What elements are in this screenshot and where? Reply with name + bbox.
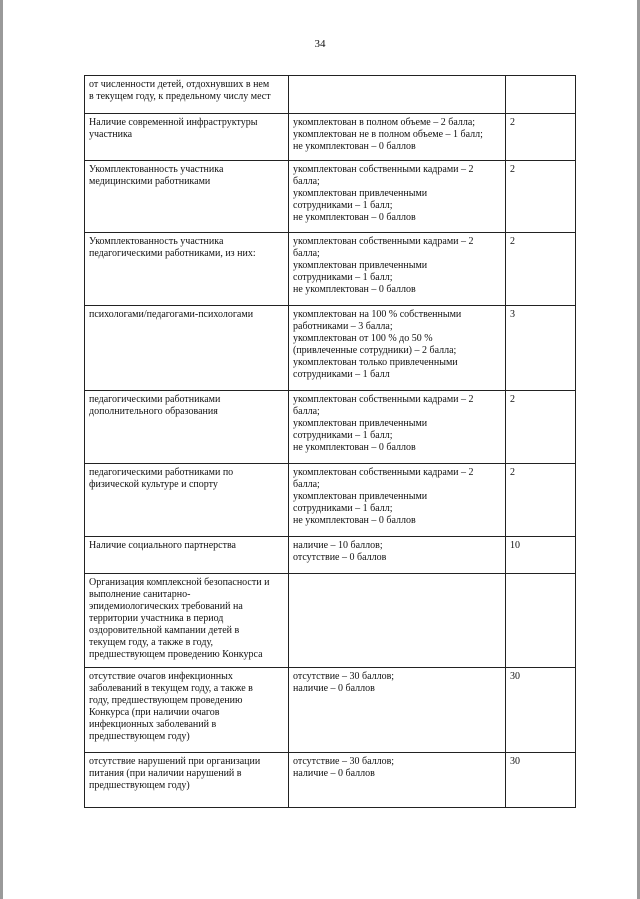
criterion-cell-line: оздоровительной кампании детей в	[89, 625, 240, 636]
scoring-cell-line: сотрудниками – 1 балл	[293, 369, 390, 380]
criterion-cell	[85, 668, 289, 753]
criterion-cell-line: эпидемиологических требований на	[89, 601, 243, 612]
scoring-cell-line: укомплектован в полном объеме – 2 балла;	[293, 117, 476, 128]
max-points-cell	[506, 464, 576, 537]
criterion-cell-line: Наличие социального партнерства	[89, 540, 236, 551]
scoring-cell-line: не укомплектован – 0 баллов	[293, 141, 416, 152]
scoring-cell	[289, 114, 506, 161]
criterion-cell	[85, 76, 289, 114]
criterion-cell-line: Укомплектованность участника	[89, 164, 224, 175]
criterion-cell	[85, 574, 289, 668]
scoring-cell	[289, 464, 506, 537]
criterion-cell-line: педагогическими работниками, из них:	[89, 248, 256, 259]
max-points-value: 2	[510, 394, 515, 405]
criterion-cell	[85, 233, 289, 306]
scoring-cell-line: укомплектован на 100 % собственными	[293, 309, 462, 320]
table-row	[85, 464, 576, 537]
page-number: 34	[314, 38, 326, 50]
scoring-cell	[289, 574, 506, 668]
criterion-cell-line: предшествующем году)	[89, 731, 190, 742]
scoring-cell-line: балла;	[293, 176, 320, 187]
scoring-cell-line: (привлеченные сотрудники) – 2 балла;	[293, 345, 457, 356]
criterion-cell-line: текущем году, а также в году,	[89, 637, 213, 648]
scoring-cell-line: отсутствие – 30 баллов;	[293, 756, 395, 767]
scoring-cell-line: балла;	[293, 406, 320, 417]
scoring-cell-line: не укомплектован – 0 баллов	[293, 212, 416, 223]
max-points-value: 3	[510, 309, 515, 320]
scoring-cell	[289, 233, 506, 306]
criterion-cell-line: Наличие современной инфраструктуры	[89, 117, 258, 128]
max-points-cell	[506, 233, 576, 306]
scoring-cell-line: сотрудниками – 1 балл;	[293, 272, 393, 283]
criterion-cell-line: питания (при наличии нарушений в	[89, 768, 242, 779]
scoring-cell-line: сотрудниками – 1 балл;	[293, 200, 393, 211]
criteria-table-body	[85, 76, 576, 808]
criterion-cell-line: участника	[89, 129, 133, 140]
scoring-cell	[289, 76, 506, 114]
scoring-cell-line: укомплектован привлеченными	[293, 260, 428, 271]
criteria-table	[84, 75, 576, 808]
criterion-cell-line: медицинскими работниками	[89, 176, 211, 187]
scoring-cell-line: не укомплектован – 0 баллов	[293, 442, 416, 453]
criterion-cell-line: психологами/педагогами-психологами	[89, 309, 254, 320]
table-row	[85, 233, 576, 306]
max-points-cell	[506, 391, 576, 464]
scoring-cell-line: укомплектован только привлеченными	[293, 357, 458, 368]
scoring-cell-line: укомплектован не в полном объеме – 1 балл;	[293, 129, 483, 140]
scoring-cell-line: укомплектован собственными кадрами – 2	[293, 467, 474, 478]
criterion-cell-line: предшествующем году)	[89, 780, 190, 791]
max-points-cell	[506, 753, 576, 808]
scoring-cell-line: не укомплектован – 0 баллов	[293, 284, 416, 295]
scoring-cell-line: укомплектован от 100 % до 50 %	[293, 333, 433, 344]
scoring-cell-line: укомплектован привлеченными	[293, 188, 428, 199]
scoring-cell	[289, 668, 506, 753]
criterion-cell	[85, 391, 289, 464]
max-points-cell	[506, 574, 576, 668]
scoring-cell-line: отсутствие – 0 баллов	[293, 552, 387, 563]
scoring-cell-line: не укомплектован – 0 баллов	[293, 515, 416, 526]
table-row	[85, 668, 576, 753]
scoring-cell-line: наличие – 0 баллов	[293, 768, 375, 779]
scoring-cell-line: укомплектован собственными кадрами – 2	[293, 394, 474, 405]
max-points-cell	[506, 161, 576, 233]
max-points-value: 2	[510, 236, 515, 247]
table-row	[85, 76, 576, 114]
scoring-cell	[289, 391, 506, 464]
scoring-cell	[289, 753, 506, 808]
scoring-cell-line: укомплектован собственными кадрами – 2	[293, 236, 474, 247]
criterion-cell	[85, 753, 289, 808]
criterion-cell	[85, 537, 289, 574]
table-row	[85, 753, 576, 808]
scoring-cell-line: отсутствие – 30 баллов;	[293, 671, 395, 682]
max-points-cell	[506, 76, 576, 114]
scoring-cell-line: укомплектован привлеченными	[293, 491, 428, 502]
criterion-cell-line: выполнение санитарно-	[89, 589, 191, 600]
max-points-value: 2	[510, 117, 515, 128]
criterion-cell-line: отсутствие очагов инфекционных	[89, 671, 233, 682]
table-row	[85, 391, 576, 464]
criterion-cell-line: отсутствие нарушений при организации	[89, 756, 261, 767]
scoring-cell-line: наличие – 0 баллов	[293, 683, 375, 694]
table-row	[85, 114, 576, 161]
scoring-cell-line: укомплектован привлеченными	[293, 418, 428, 429]
criterion-cell	[85, 161, 289, 233]
table-row	[85, 537, 576, 574]
scoring-cell-line: сотрудниками – 1 балл;	[293, 503, 393, 514]
table-row	[85, 574, 576, 668]
criterion-cell-line: предшествующем проведению Конкурса	[89, 649, 263, 660]
max-points-value: 2	[510, 467, 515, 478]
max-points-cell	[506, 537, 576, 574]
scoring-cell	[289, 161, 506, 233]
criterion-cell-line: территории участника в период	[89, 613, 224, 624]
scoring-cell-line: наличие – 10 баллов;	[293, 540, 383, 551]
scoring-cell-line: балла;	[293, 479, 320, 490]
max-points-cell	[506, 306, 576, 391]
criterion-cell-line: педагогическими работниками по	[89, 467, 234, 478]
criterion-cell-line: в текущем году, к предельному числу мест	[89, 91, 271, 102]
scoring-cell	[289, 306, 506, 391]
max-points-value: 30	[510, 671, 520, 682]
max-points-value: 10	[510, 540, 520, 551]
table-row	[85, 161, 576, 233]
scoring-cell-line: сотрудниками – 1 балл;	[293, 430, 393, 441]
criterion-cell-line: физической культуре и спорту	[89, 479, 218, 490]
max-points-cell	[506, 668, 576, 753]
criterion-cell-line: заболеваний в текущем году, а также в	[89, 683, 253, 694]
max-points-value: 30	[510, 756, 520, 767]
scoring-cell	[289, 537, 506, 574]
max-points-cell	[506, 114, 576, 161]
criterion-cell	[85, 114, 289, 161]
criterion-cell-line: Организация комплексной безопасности и	[89, 577, 270, 588]
criterion-cell-line: Конкурса (при наличии очагов	[89, 707, 220, 718]
scan-edge-left	[0, 0, 3, 899]
criterion-cell-line: дополнительного образования	[89, 406, 218, 417]
criterion-cell-line: инфекционных заболеваний в	[89, 719, 217, 730]
criterion-cell-line: педагогическими работниками	[89, 394, 221, 405]
table-row	[85, 306, 576, 391]
criterion-cell-line: Укомплектованность участника	[89, 236, 224, 247]
scoring-cell-line: укомплектован собственными кадрами – 2	[293, 164, 474, 175]
scoring-cell-line: работниками – 3 балла;	[293, 321, 393, 332]
criterion-cell-line: году, предшествующем проведению	[89, 695, 243, 706]
criterion-cell	[85, 306, 289, 391]
scoring-cell-line: балла;	[293, 248, 320, 259]
criterion-cell	[85, 464, 289, 537]
criterion-cell-line: от численности детей, отдохнувших в нем	[89, 79, 270, 90]
max-points-value: 2	[510, 164, 515, 175]
